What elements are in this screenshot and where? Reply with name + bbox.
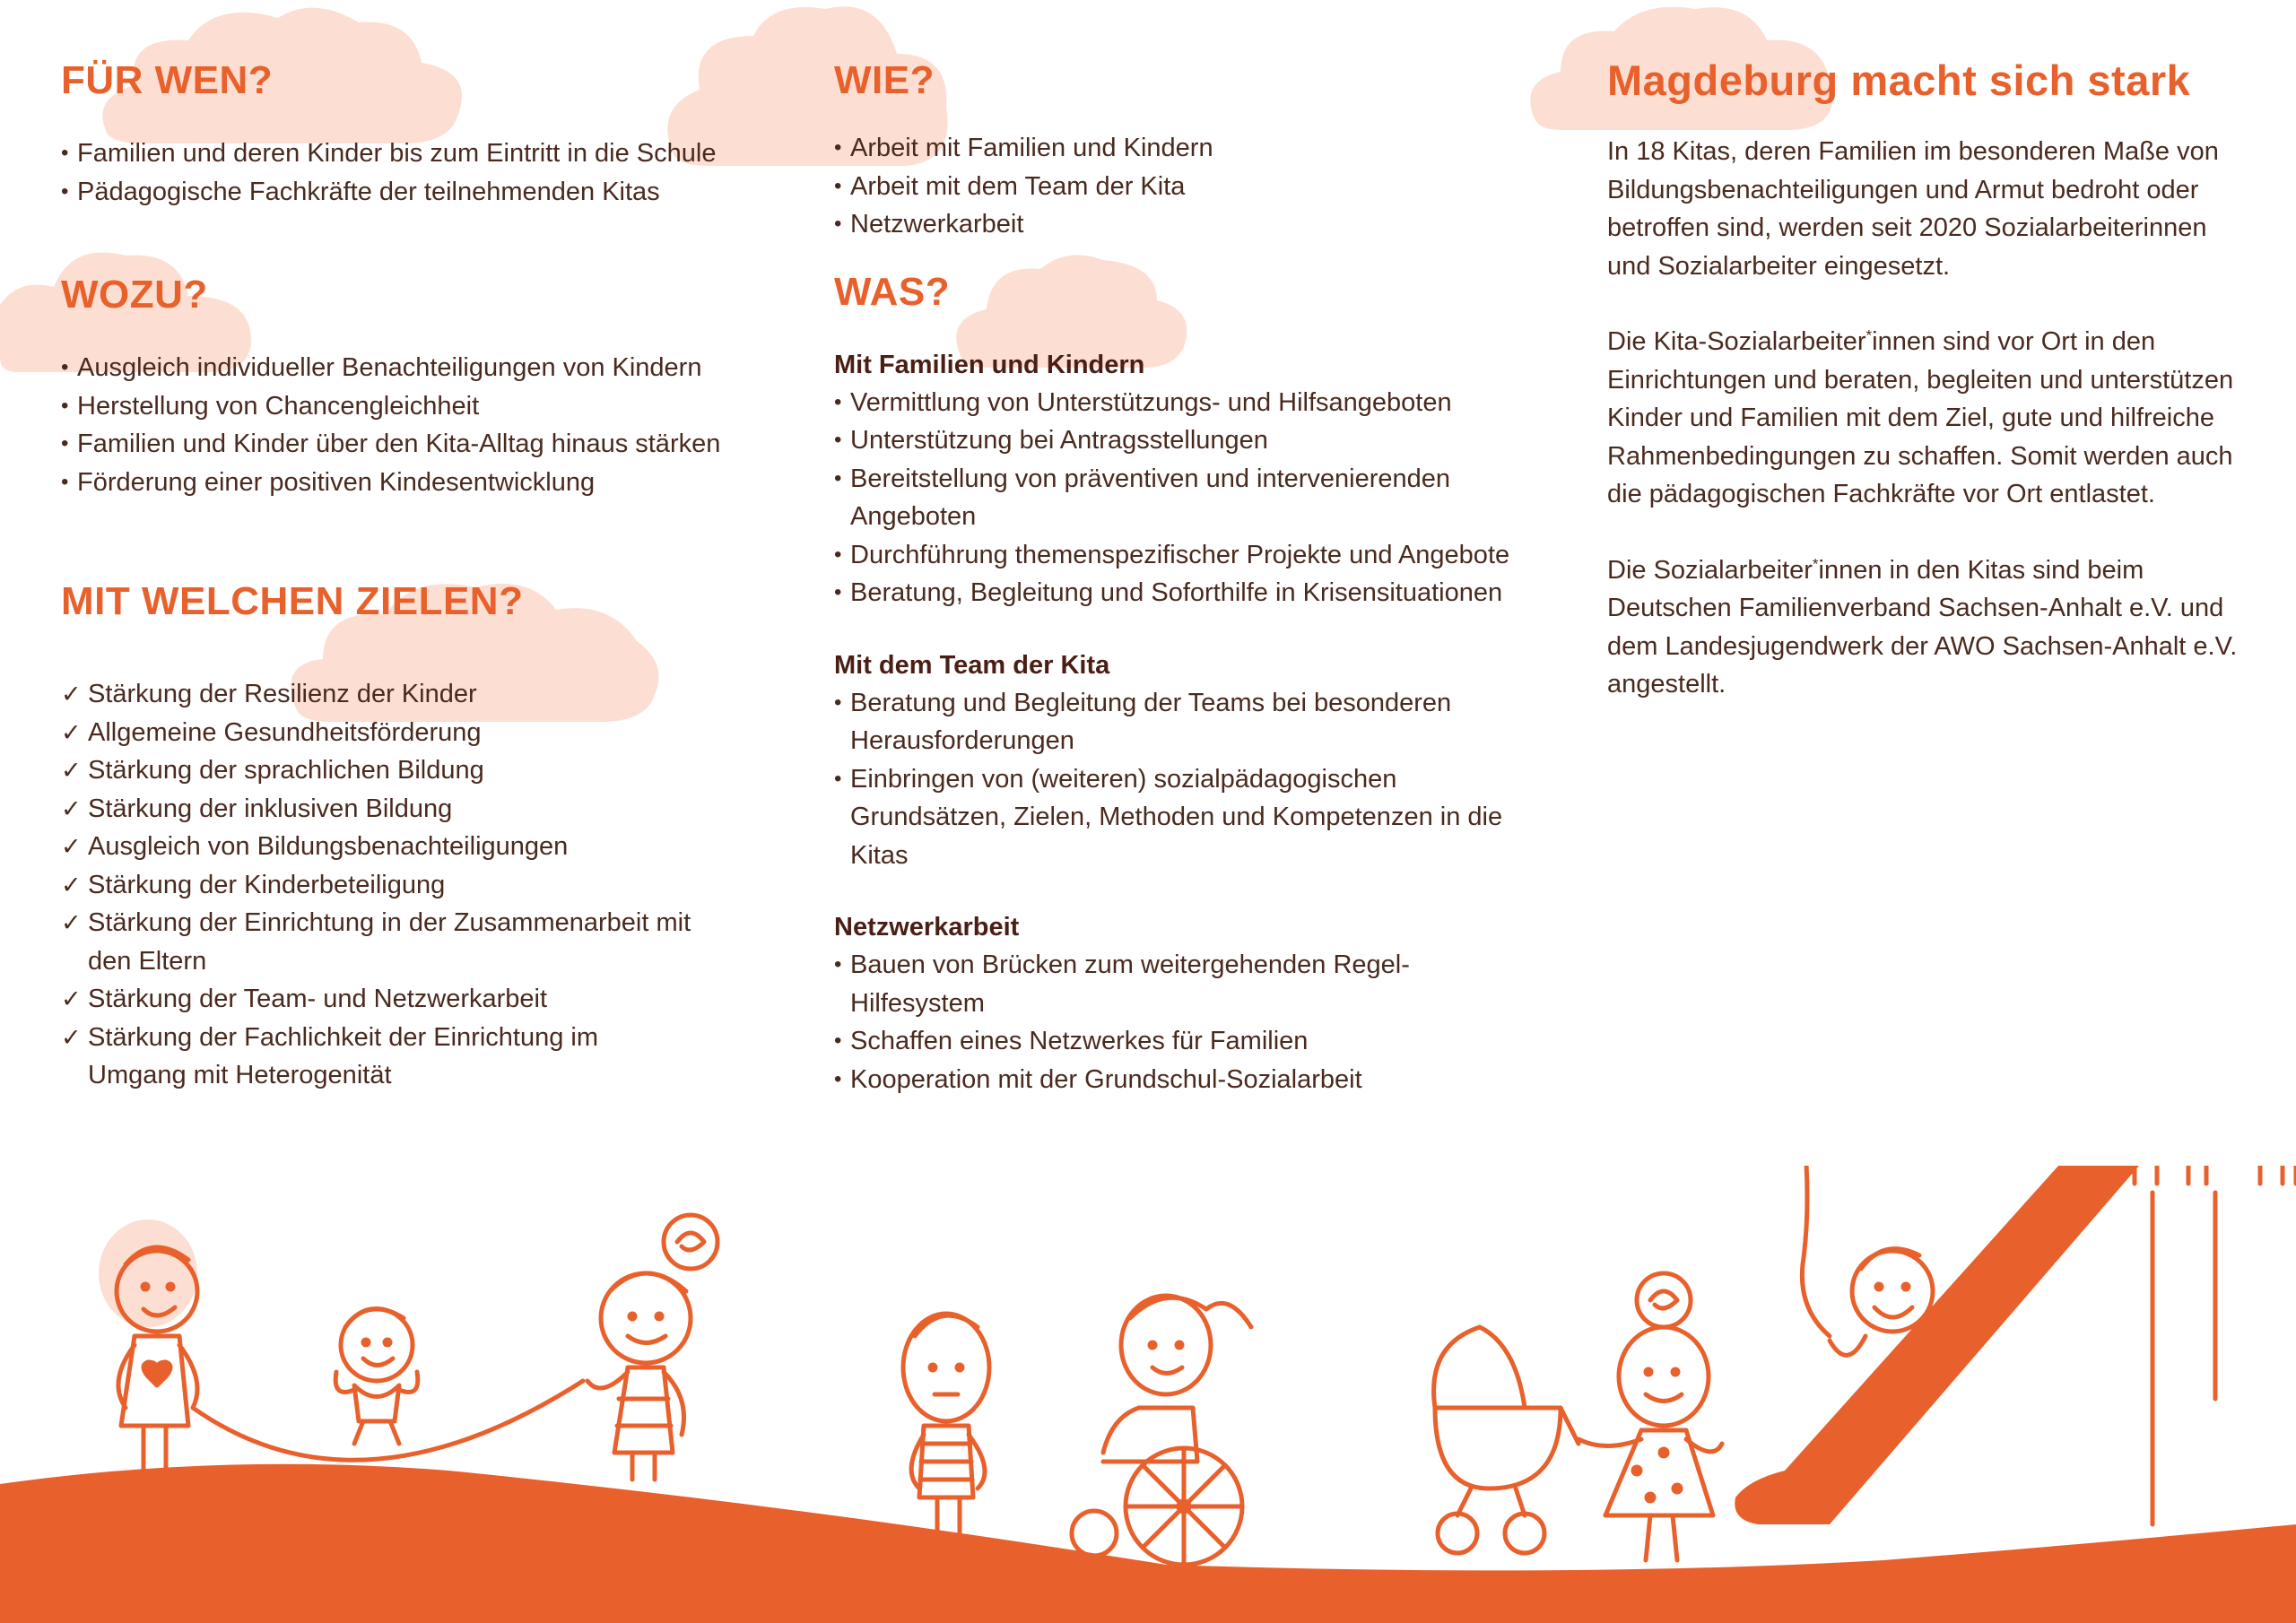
left-column bbox=[61, 54, 761, 1095]
list-item: ✓ Stärkung der Einrichtung in der Zusammenarbeit mit den Eltern bbox=[61, 904, 698, 980]
list-item: • Förderung einer positiven Kindesentwicklung bbox=[61, 464, 761, 502]
list-item: • Familien und Kinder über den Kita-Alltag hinaus stärken bbox=[61, 425, 761, 464]
balloon-icon bbox=[1771, 1166, 1879, 1336]
list-item: • Beratung, Begleitung und Soforthilfe in Krisensituationen bbox=[834, 574, 1534, 612]
paragraph-text: innen in den Kitas sind beim Deutschen Familienverband Sachsen-Anhalt e.V. und dem Landesjugendwerk der AWO Sachsen-Anhalt e.V. angestellt. bbox=[1607, 555, 2238, 699]
list-item: • Unterstützung bei Antragsstellungen bbox=[834, 421, 1534, 460]
subheading-netzwerk: Netzwerkarbeit bbox=[834, 913, 1020, 942]
list-item: ✓ Stärkung der sprachlichen Bildung bbox=[61, 751, 761, 790]
list-item: • Bereitstellung von präventiven und intervenierenden Angeboten bbox=[834, 460, 1496, 536]
list-netzwerk bbox=[834, 946, 1534, 1098]
list-item: • Vermittlung von Unterstützungs- und Hilfsangeboten bbox=[834, 384, 1534, 422]
slide-chute bbox=[1735, 1166, 2139, 1524]
heading-wie: WIE? bbox=[834, 58, 935, 102]
list-item: • Pädagogische Fachkräfte der teilnehmenden Kitas bbox=[61, 173, 761, 212]
paragraph-text: Die Sozialarbeiter bbox=[1607, 555, 1813, 585]
list-item: ✓ Stärkung der Kinderbeteiligung bbox=[61, 866, 761, 905]
list-familien bbox=[834, 384, 1534, 612]
pram-icon bbox=[1434, 1327, 1578, 1553]
middle-column bbox=[834, 54, 1534, 1098]
child-with-heart-icon bbox=[99, 1219, 197, 1471]
paragraph-text: innen sind vor Ort in den Einrichtungen und beraten, begleiten und unterstützen Kinder und Familien mit dem Ziel, gute und hilfreiche Rahmenbedingungen zu schaffen. Somit werden auch die pädagogischen Fachkräfte vor Ort entlastet. bbox=[1607, 327, 2234, 508]
heading-ziele: MIT WELCHEN ZIELEN? bbox=[61, 579, 524, 623]
paragraph-text: Die Kita-Sozialarbeiter bbox=[1607, 327, 1866, 356]
section-ziele bbox=[61, 575, 761, 1095]
list-wie bbox=[834, 129, 1534, 244]
list-item: • Ausgleich individueller Benachteiligungen von Kindern bbox=[61, 349, 761, 387]
list-item: • Bauen von Brücken zum weitergehenden Regel-Hilfesystem bbox=[834, 946, 1496, 1022]
heading-magdeburg: Magdeburg macht sich stark bbox=[1607, 56, 2191, 104]
list-item: ✓ Stärkung der Resilienz der Kinder bbox=[61, 675, 761, 714]
heading-wozu: WOZU? bbox=[61, 273, 208, 317]
group-team bbox=[834, 647, 1534, 875]
paragraph-kita-sozialarbeit bbox=[1607, 323, 2253, 514]
list-team bbox=[834, 684, 1534, 875]
list-item: • Netzwerkarbeit bbox=[834, 205, 1534, 244]
girl-with-pram-icon bbox=[1578, 1273, 1722, 1560]
list-item: • Arbeit mit dem Team der Kita bbox=[834, 168, 1534, 206]
list-item: • Kooperation mit der Grundschul-Sozialarbeit bbox=[834, 1061, 1534, 1099]
section-fuer-wen bbox=[61, 54, 761, 211]
list-item: • Einbringen von (weiteren) sozialpädagogischen Grundsätzen, Zielen, Methoden und Kompetenzen in die Kitas bbox=[834, 760, 1514, 875]
list-item: • Beratung und Begleitung der Teams bei besonderen Herausforderungen bbox=[834, 684, 1496, 760]
paragraph-traeger bbox=[1607, 551, 2253, 704]
list-item: • Durchführung themenspezifischer Projekte und Angebote bbox=[834, 536, 1534, 575]
child-with-glasses-icon bbox=[2130, 1166, 2265, 1184]
list-item: • Schaffen eines Netzwerkes für Familien bbox=[834, 1022, 1534, 1061]
child-with-hair-bun-icon bbox=[587, 1215, 718, 1480]
list-item: • Herstellung von Chancengleichheit bbox=[61, 387, 761, 426]
slide-icon bbox=[2103, 1166, 2296, 1524]
playground-illustration bbox=[0, 1166, 2296, 1623]
subheading-familien: Mit Familien und Kindern bbox=[834, 350, 1145, 379]
gender-star: * bbox=[1866, 326, 1873, 344]
jumping-child-icon bbox=[335, 1309, 418, 1444]
right-column bbox=[1607, 54, 2253, 704]
group-familien bbox=[834, 346, 1534, 612]
subheading-team: Mit dem Team der Kita bbox=[834, 650, 1110, 680]
list-item: ✓ Ausgleich von Bildungsbenachteiligungen bbox=[61, 828, 761, 866]
list-item: ✓ Allgemeine Gesundheitsförderung bbox=[61, 714, 761, 752]
standing-child-icon bbox=[903, 1314, 989, 1542]
list-item: • Familien und deren Kinder bis zum Eintritt in die Schule bbox=[61, 135, 761, 173]
section-wie bbox=[834, 54, 1534, 244]
gender-star: * bbox=[1812, 554, 1819, 572]
list-item: • Arbeit mit Familien und Kindern bbox=[834, 129, 1534, 168]
paragraph-intro: In 18 Kitas, deren Familien im besonderen Maße von Bildungsbenachteiligungen und Armut bedroht oder betroffen sind, werden seit 2020 Sozialarbeiterinnen und Sozialarbeiter eingesetzt. bbox=[1607, 137, 2219, 281]
list-item: ✓ Stärkung der Team- und Netzwerkarbeit bbox=[61, 980, 761, 1019]
wheelchair-user-icon bbox=[1072, 1296, 1251, 1565]
group-netzwerk bbox=[834, 908, 1534, 1098]
section-was bbox=[834, 265, 1534, 1099]
list-fuer-wen bbox=[61, 135, 761, 211]
section-wozu bbox=[61, 268, 761, 501]
list-item: ✓ Stärkung der inklusiven Bildung bbox=[61, 790, 761, 829]
heading-was: WAS? bbox=[834, 269, 951, 314]
list-ziele bbox=[61, 675, 761, 1095]
heading-fuer-wen: FÜR WEN? bbox=[61, 58, 274, 102]
list-item: ✓ Stärkung der Fachlichkeit der Einrichtung im Umgang mit Heterogenität bbox=[61, 1019, 698, 1095]
list-wozu bbox=[61, 349, 761, 501]
